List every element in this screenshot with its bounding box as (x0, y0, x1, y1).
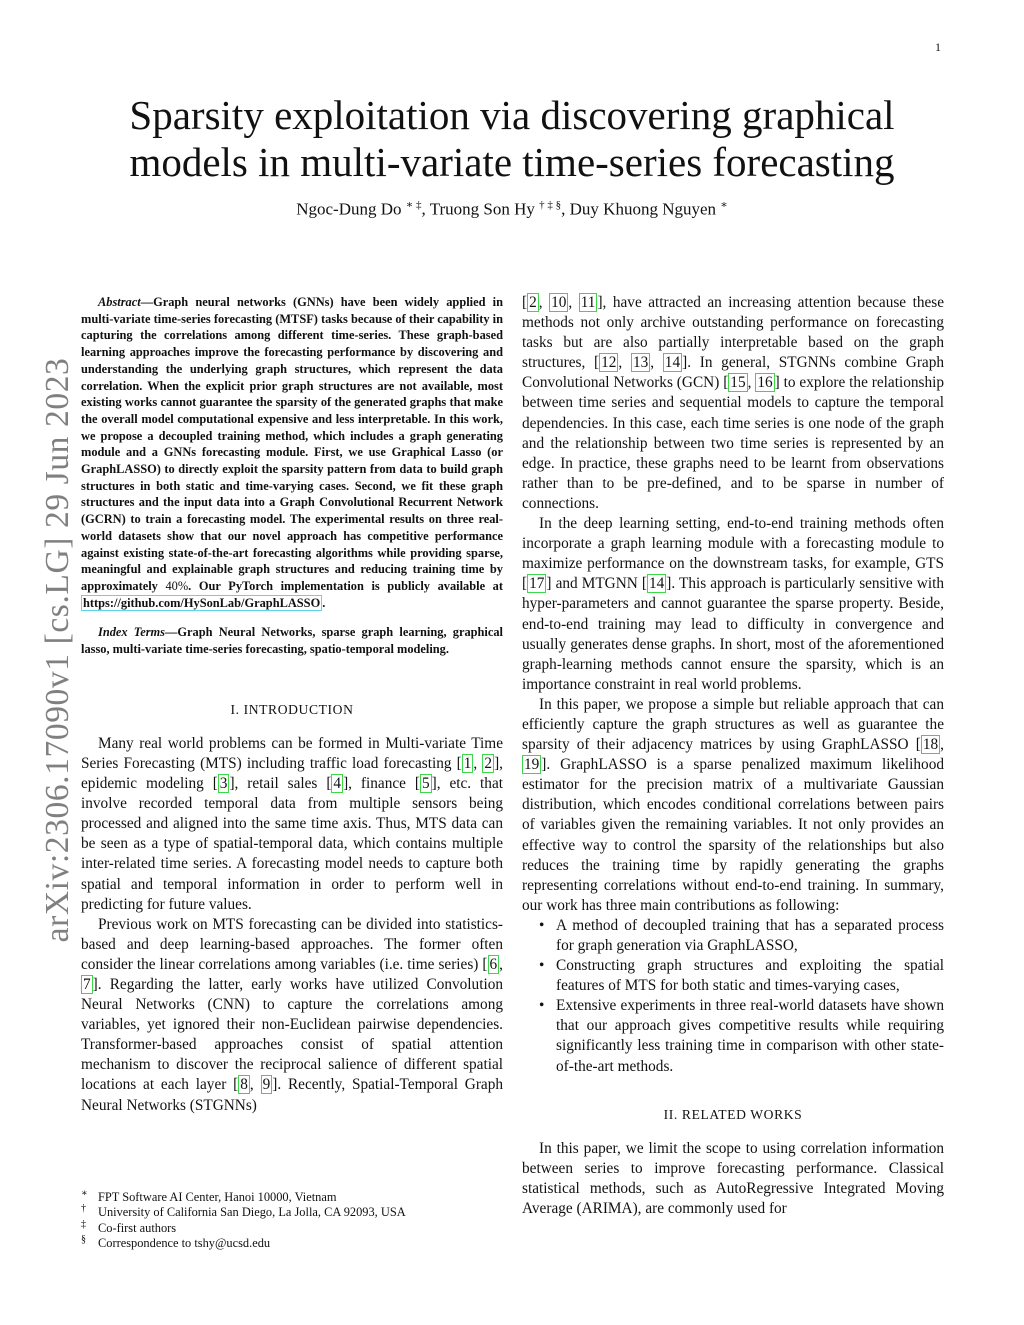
index-terms (81, 624, 503, 657)
intro-paragraph-2 (81, 915, 503, 1116)
section-2-rest: ELATED WORKS (691, 1106, 803, 1122)
text-run: [ (522, 294, 528, 311)
text-run: In the deep learning setting, end-to-end training methods often incorporate a graph learning module with a forecasting module to maximize performance on the downstream tasks, for example, GTS [ (522, 515, 944, 593)
text-run: ]. This approach is particularly sensitive with hyper-parameters and cannot guarantee the sparse property. Beside, end-to-end training may lead to difficulty in convergence and usually generates dense graphs. In short, most of the aforementioned graph-learning methods cannot ensure the sparsity, which is an importance constraint in real world problems. (522, 575, 944, 693)
abstract-text-2: . Our PyTorch implementation is publicly available at (188, 578, 503, 593)
footnote-mark: † (81, 1203, 86, 1215)
citation-link[interactable]: 1 (463, 754, 472, 772)
section-2-number: II. (663, 1106, 682, 1122)
related-paragraph-1: In this paper, we limit the scope to using correlation information between series to improve forecasting performance. Classical statistical methods, such as AutoRegressive Integrated Moving Average (ARIMA), are commonly used for (522, 1139, 944, 1218)
text-run: , (473, 754, 483, 772)
text-run: , (538, 294, 550, 311)
text-run: , (747, 374, 756, 392)
citation-link[interactable]: 16 (757, 374, 773, 392)
citation-link[interactable]: 2 (529, 294, 537, 311)
text-run: ], epidemic modeling [ (81, 754, 503, 793)
right-column (522, 293, 944, 1219)
text-run: ], have attracted an increasing attention because these methods not only archive outstanding performance on forecasting tasks but are also partially interpretable based on the graph structures, [ (522, 294, 945, 372)
text-run: ]. Regarding the latter, early works have utilized Convolution Neural Networks (CNN) to capture the correlations among variables, yet ignored their non-Euclidean pairwise dependencies. Transformer-based approaches consist of spatial attention mechanism to discover the reciprocal salience of different spatial locations at each layer [ (81, 975, 503, 1094)
footnote-mark: ‡ (81, 1218, 86, 1230)
text-run: ] and MTGNN [ (546, 575, 647, 593)
author-list (80, 198, 944, 220)
section-heading-introduction (81, 700, 503, 720)
citation-link[interactable]: 15 (730, 374, 746, 392)
right-paragraph-1 (522, 293, 944, 514)
text-run: ] to explore the relationship between time series and sequential models to capture the temporal dependencies. In this case, each time series is one node of the graph and the relationship between two time series is represented by an edge. In practice, these graphs need to be learnt from observations rather than to be pre-defined, and to be sparse in number of connections. (522, 374, 944, 512)
section-1-rest: NTRODUCTION (248, 701, 354, 717)
footnote (81, 1205, 503, 1220)
section-1-number: I. (230, 701, 244, 717)
right-paragraph-3 (522, 695, 944, 916)
paper-title (80, 92, 944, 186)
text-run: ]. Recently, Spatial-Temporal Graph Neural Networks (STGNNs) (81, 1076, 504, 1114)
footnote (81, 1218, 503, 1236)
citation-link[interactable]: 3 (219, 775, 228, 793)
abstract-label: Abstract (98, 295, 141, 309)
footnote-mark: § (81, 1234, 86, 1246)
text-run: , (940, 736, 944, 754)
abstract-text: —Graph neural networks (GNNs) have been widely applied in multi-variate time-series forecasting (MTSF) tasks because of their capability in capturing the correlations among different time-series. These graph-based learning approaches improve the forecasting performance by discovering and understanding the underlying graph structures, which represent the data correlation. When the explicit prior graph structures are not available, most existing works cannot guarantee the sparsity of the generated graphs that make the overall model computational expensive and less interpretable. In this work, we propose a decoupled training method, which includes a graph generating module and a GNNs forecasting module. First, we use Graphical Lasso (or GraphLASSO) to directly exploit the sparsity pattern from data to build graph structures in both static and time-varying cases. Second, we fit these graph structures and the input data into a Graph Convolutional Recurrent Network (GCRN) to train a forecasting model. The experimental results on three real-world datasets show that our novel approach has competitive performance against existing state-of-the-art forecasting algorithms while providing sparse, meaningful and explainable graph structures and reducing training time by approximately (81, 295, 503, 593)
footnote (81, 1190, 503, 1205)
citation-link[interactable]: 5 (421, 775, 430, 793)
text-run: , (499, 955, 503, 973)
section-2-first-letter: R (681, 1106, 692, 1122)
citation-link[interactable]: 19 (524, 756, 540, 774)
author-2: , Truong Son Hy (421, 199, 535, 219)
github-link[interactable]: https://github.com/HySonLab/GraphLASSO (83, 595, 321, 610)
text-run: ], etc. that involve recorded temporal data from multiple sensors being processed and aligned into the same time axis. Thus, MTS data can be seen as a type of spatial-temporal data, which contains multiple inter-related time series. A forecasting model needs to capture both spatial and temporal information in order to perform well in predicting for future values. (81, 775, 503, 913)
text-run: , (249, 1076, 261, 1094)
list-item: • Constructing graph structures and exploiting the spatial features of MTS for both static and times-varying cases, (556, 956, 944, 996)
left-column (81, 294, 503, 1116)
text-run: ], retail sales [ (229, 775, 332, 793)
text-run: In this paper, we propose a simple but reliable approach that can efficiently capture the graph structures as well as guarantee the sparsity of their adjacency matrices by using GraphLASSO [ (522, 695, 944, 754)
text-run: ]. GraphLASSO is a sparse penalized maximum likelihood estimator for the precision matrix of a multivariate Gaussian distribution, which encodes conditional correlations between pairs of variables given the remaining variables. It not only provides an effective way to control the sparsity of the relationships but also reduces the training time by rapidly generating the graphs representing correlations without end-to-end training. In summary, our work has three main contributions as following: (522, 756, 944, 914)
text-run: , (650, 354, 663, 372)
citation-link[interactable]: 8 (240, 1076, 248, 1094)
citation-link[interactable]: 2 (484, 754, 493, 772)
section-heading-related-works (522, 1105, 944, 1125)
abstract (81, 294, 503, 611)
list-item: • A method of decoupled training that has a separated process for graph generation via GraphLASSO, (556, 916, 944, 956)
author-3: , Duy Khuong Nguyen (561, 199, 717, 219)
abstract-percent: 40% (165, 578, 189, 593)
text-run: ]. In general, STGNNs combine Graph Convolutional Networks (GCN) [ (522, 354, 944, 392)
text-run: Many real world problems can be formed in Multi-variate Time Series Forecasting (MTS) including traffic load forecasting [ (81, 734, 503, 772)
footnote-text: University of California San Diego, La Jolla, CA 92093, USA (98, 1205, 406, 1220)
footnote (81, 1236, 503, 1251)
right-paragraph-2 (522, 514, 944, 695)
footnote-text: Co-first authors (98, 1220, 177, 1235)
contributions-list (522, 916, 944, 1077)
citation-link[interactable]: 10 (551, 294, 567, 311)
footnote-text: Correspondence to tshy@ucsd.edu (98, 1236, 271, 1251)
author-1: Ngoc-Dung Do (296, 199, 402, 219)
citation-link[interactable]: 9 (262, 1076, 271, 1094)
text-run: ], finance [ (343, 775, 420, 793)
text-run: Previous work on MTS forecasting can be divided into statistics-based and deep learning-based approaches. The former often consider the linear correlations among variables (i.e. time series) [ (81, 915, 503, 973)
citation-link[interactable]: 18 (922, 736, 939, 754)
footnotes (81, 1190, 503, 1252)
list-item: • Extensive experiments in three real-world datasets have shown that our approach gives competitive results while requiring significantly less training time in comparison with other state-of-the-art methods. (556, 996, 944, 1076)
index-terms-text: —Graph Neural Networks, sparse graph learning, graphical lasso, multi-variate time-series forecasting, spatio-temporal modeling. (81, 625, 503, 657)
citation-link[interactable]: 4 (333, 775, 342, 793)
citation-link[interactable]: 13 (632, 354, 649, 372)
citation-link[interactable]: 17 (529, 575, 545, 593)
citation-link[interactable]: 14 (648, 575, 665, 593)
author-2-affiliation-marks: † ‡ § (539, 199, 562, 211)
citation-link[interactable]: 12 (601, 354, 617, 372)
title-line-1: Sparsity exploitation via discovering graphical (129, 92, 895, 138)
abstract-end: . (322, 595, 326, 610)
author-3-affiliation-marks: ∗ (720, 199, 728, 211)
title-line-2: models in multi-variate time-series forecasting (129, 139, 895, 185)
footnote-mark: ∗ (81, 1188, 88, 1199)
intro-paragraph-1 (81, 734, 503, 915)
citation-link[interactable]: 14 (664, 354, 681, 372)
section-1-first-letter: I (243, 701, 249, 717)
citation-link[interactable]: 6 (489, 955, 498, 973)
author-1-affiliation-marks: ∗ ‡ (405, 199, 422, 211)
index-terms-label: Index Terms (98, 625, 166, 640)
citation-link[interactable]: 7 (83, 975, 91, 993)
text-run: , (568, 294, 579, 311)
page-number: 1 (935, 40, 941, 54)
citation-link[interactable]: 11 (580, 294, 596, 311)
text-run: , (618, 354, 631, 372)
arxiv-identifier: arXiv:2306.17090v1 [cs.LG] 29 Jun 2023 (39, 357, 76, 943)
footnote-text: FPT Software AI Center, Hanoi 10000, Vietnam (98, 1190, 337, 1204)
